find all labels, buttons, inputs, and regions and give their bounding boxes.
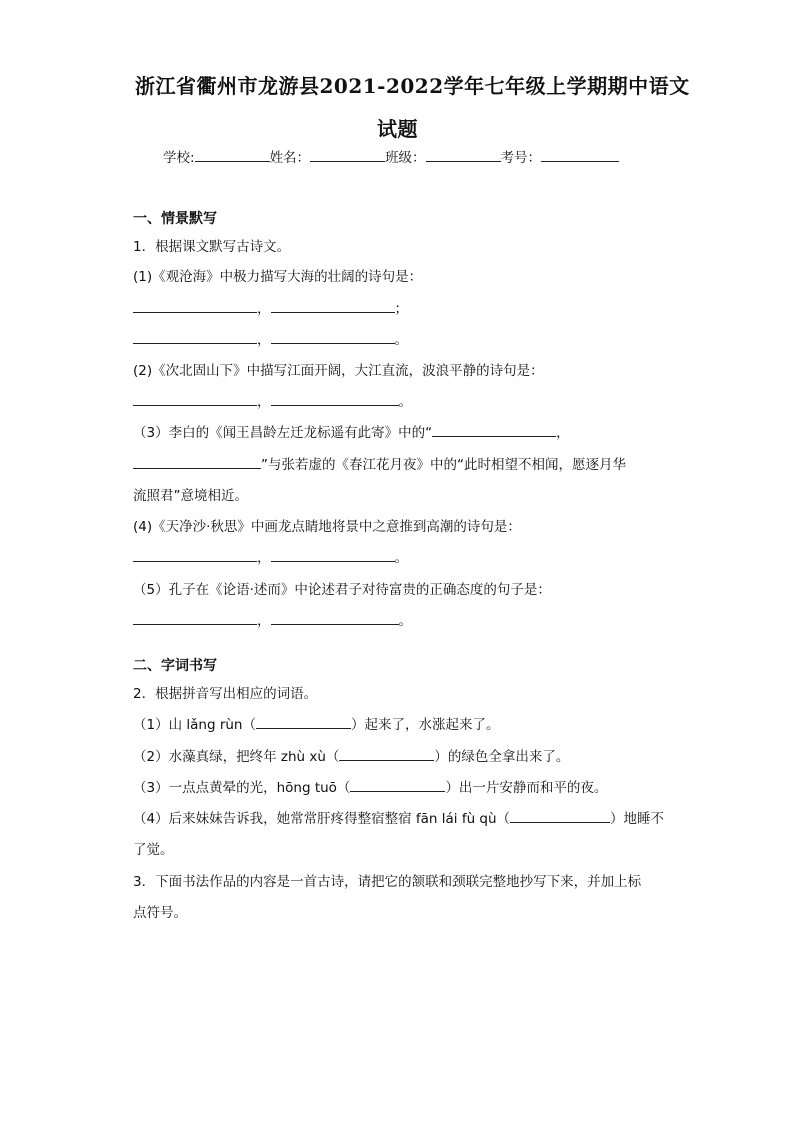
answer-blank[interactable]: [133, 454, 261, 469]
exam-no-field[interactable]: [541, 147, 619, 162]
answer-blank[interactable]: [350, 777, 445, 792]
answer-blank[interactable]: [133, 547, 257, 562]
q1-part5-answer: [133, 609, 412, 629]
comma: ，: [257, 332, 271, 348]
q2-item1: [133, 713, 499, 733]
section-heading-1: 一、情景默写: [133, 211, 217, 227]
school-field[interactable]: [195, 147, 270, 162]
q1-part5: （5）孔子在《论语·述而》中论述君子对待富贵的正确态度的句子是：: [133, 582, 551, 598]
q1-part1: (1)《观沧海》中极力描写大海的壮阔的诗句是：: [133, 269, 423, 285]
q2-item2-text-b: ）的绿色全拿出来了。: [434, 749, 570, 765]
q1-part3-line3: 流照君”意境相近。: [133, 488, 248, 504]
q2-item3: [133, 776, 607, 796]
school-label: 学校:: [163, 150, 195, 166]
answer-blank[interactable]: [133, 391, 257, 406]
answer-blank[interactable]: [510, 808, 610, 823]
q2-item3-text-b: ）出一片安静而和平的夜。: [445, 780, 608, 796]
q2-item1-text-a: （1）山 lǎng rùn（: [133, 717, 256, 733]
q1-part1-answer-row1: [133, 297, 408, 317]
comma: ，: [257, 301, 271, 317]
name-field[interactable]: [310, 147, 385, 162]
q1-part2-answer: [133, 390, 412, 410]
semicolon: ；: [394, 301, 408, 317]
answer-blank[interactable]: [133, 610, 257, 625]
answer-blank[interactable]: [271, 547, 395, 562]
q2-item1-text-b: ）起来了，水涨起来了。: [350, 717, 500, 733]
q2-item4-text-b: ）地睡不: [610, 811, 665, 827]
question-2-stem: 2．根据拼音写出相应的词语。: [133, 686, 318, 702]
period: 。: [394, 550, 408, 566]
section-heading-2: 二、字词书写: [133, 658, 217, 674]
comma: ，: [556, 425, 570, 441]
answer-blank[interactable]: [271, 329, 395, 344]
q1-part3-line2: [133, 453, 626, 473]
name-label: 姓名：: [269, 150, 311, 166]
answer-blank[interactable]: [271, 610, 399, 625]
q2-item4-line2: 了觉。: [133, 842, 174, 858]
q2-item2-text-a: （2）水藻真绿，把终年 zhù xù（: [133, 749, 340, 765]
q2-item3-text-a: （3）一点点黄晕的光，hōng tuō（: [133, 780, 351, 796]
class-label: 班级：: [385, 150, 426, 166]
q2-item4-line1: [133, 807, 664, 827]
answer-blank[interactable]: [271, 298, 395, 313]
question-3-line2: 点符号。: [133, 905, 187, 921]
q2-item4-text-a: （4）后来妹妹告诉我，她常常肝疼得整宿整宿 fān lái fù qù（: [133, 811, 511, 827]
q1-part4-answer: [133, 546, 408, 566]
answer-blank[interactable]: [432, 422, 556, 437]
info-line: [163, 146, 619, 166]
exam-no-label: 考号：: [500, 150, 542, 166]
question-3-line1: 3．下面书法作品的内容是一首古诗，请把它的颔联和颈联完整地抄写下来，并加上标: [133, 874, 642, 890]
question-1-stem: 1．根据课文默写古诗文。: [133, 239, 291, 255]
answer-blank[interactable]: [339, 746, 434, 761]
q2-item2: [133, 745, 569, 765]
answer-blank[interactable]: [133, 298, 257, 313]
period: 。: [394, 332, 408, 348]
q1-part3-line1: [133, 421, 570, 441]
period: 。: [398, 394, 412, 410]
answer-blank[interactable]: [133, 329, 257, 344]
period: 。: [398, 613, 412, 629]
page-title-line2: 试题: [377, 117, 418, 141]
answer-blank[interactable]: [256, 714, 351, 729]
comma: ，: [257, 394, 271, 410]
answer-blank[interactable]: [271, 391, 399, 406]
q1-part2: (2)《次北固山下》中描写江面开阔，大江直流，波浪平静的诗句是：: [133, 363, 544, 379]
page-title-line1: 浙江省衢州市龙游县2021-2022学年七年级上学期期中语文: [135, 74, 690, 98]
q1-part1-answer-row2: [133, 328, 408, 348]
q1-part3-text-b: ”与张若虚的《春江花月夜》中的“此时相望不相闻，愿逐月华: [261, 457, 626, 473]
q1-part3-text-a: （3）李白的《闻王昌龄左迁龙标遥有此寄》中的“: [133, 425, 433, 441]
q1-part4: (4)《天净沙·秋思》中画龙点睛地将景中之意推到高潮的诗句是：: [133, 519, 521, 535]
comma: ，: [257, 550, 271, 566]
comma: ，: [257, 613, 271, 629]
class-field[interactable]: [426, 147, 501, 162]
